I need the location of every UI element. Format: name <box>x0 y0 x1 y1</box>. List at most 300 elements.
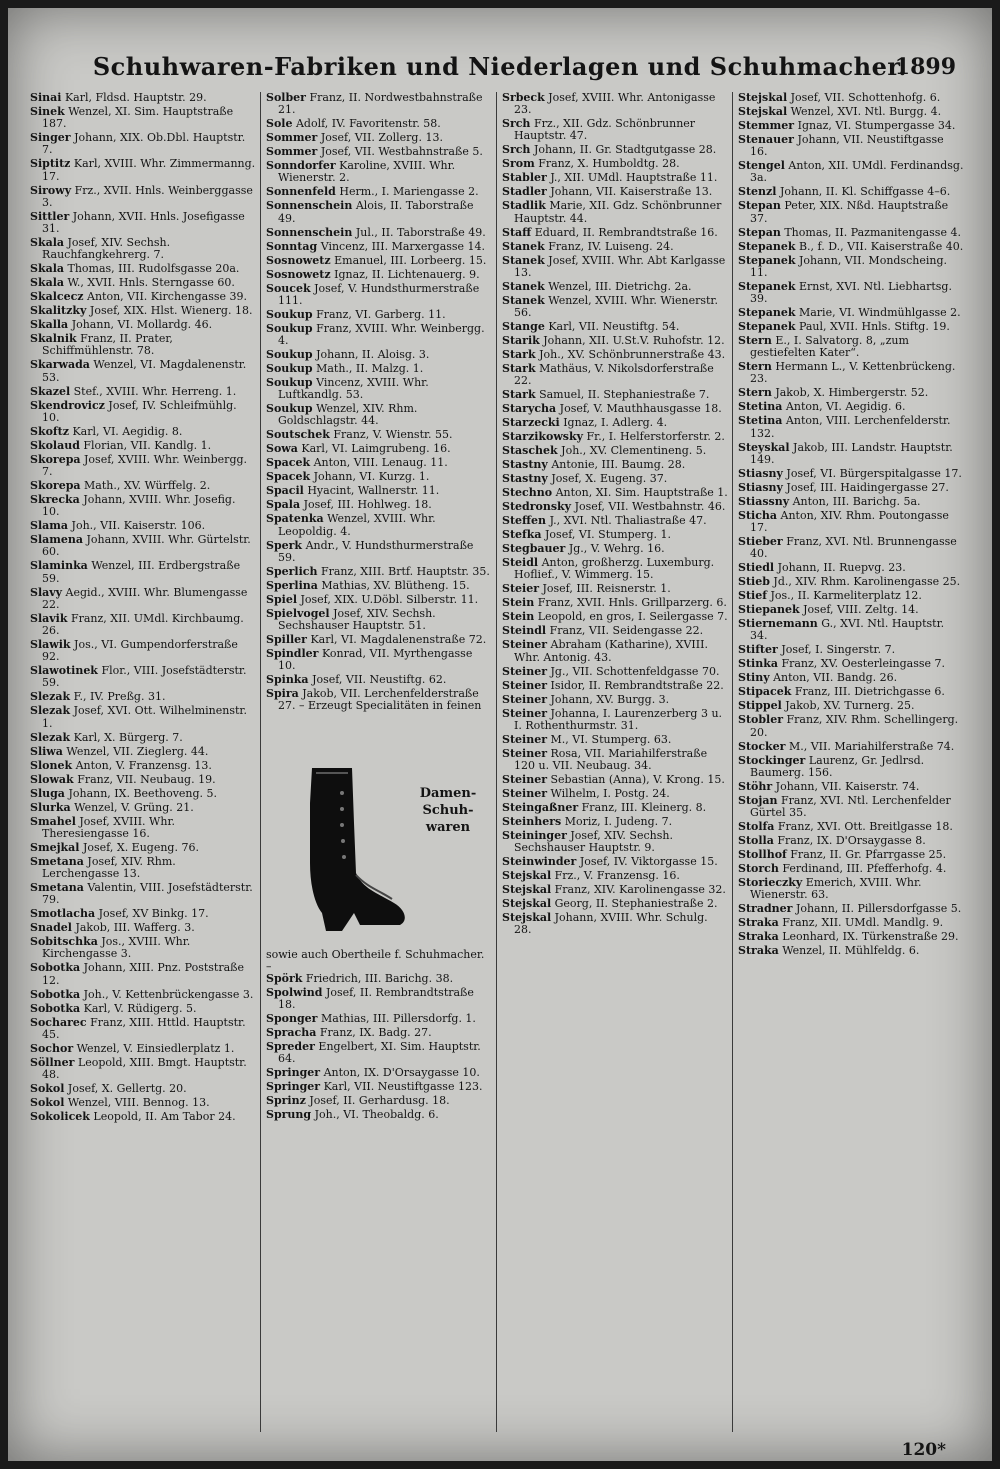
directory-entry <box>266 227 492 239</box>
entry-details: Fr., I. Helferstorferstr. 2. <box>586 430 725 444</box>
entry-details: Peter, XIX. Nßd. Hauptstraße 37. <box>750 199 949 225</box>
entry-surname: Sinek <box>30 105 65 118</box>
entry-surname: Slawotinek <box>30 664 98 678</box>
entry-details: Frz., XII. Gdz. Schönbrunner Hauptstr. 47. <box>514 117 696 143</box>
entry-surname: Slezak <box>30 704 71 718</box>
directory-entry <box>502 417 728 429</box>
directory-entry <box>30 842 256 854</box>
directory-entry <box>738 160 964 184</box>
advert-caption: sowie auch Obertheile f. Schuhmacher. – <box>266 947 485 973</box>
entry-details: Franz, XII. UMdl. Kirchbaumg. 26. <box>42 611 244 638</box>
directory-entry <box>502 816 728 828</box>
entry-details: Jul., II. Taborstraße 49. <box>355 225 486 239</box>
entry-surname: Steiner <box>502 787 547 801</box>
entry-surname: Sittler <box>30 209 70 223</box>
entry-surname: Stemmer <box>738 119 795 132</box>
entry-surname: Slamena <box>30 533 84 547</box>
entry-surname: Stepanek <box>738 320 796 334</box>
directory-entry <box>502 543 728 555</box>
entry-surname: Steyskal <box>738 440 790 454</box>
entry-details: Franz, IV. Luiseng. 24. <box>548 239 674 253</box>
entry-surname: Stiassny <box>738 494 790 508</box>
entry-surname: Stabler <box>502 171 547 185</box>
entry-surname: Spindler <box>266 647 319 661</box>
directory-entry <box>502 639 728 663</box>
entry-surname: Steidl <box>502 556 539 570</box>
entry-details: Wenzel, VII. Zieglerg. 44. <box>66 744 209 758</box>
entry-surname: Stanek <box>502 239 545 253</box>
entry-details: Joh., XV. Schönbrunnerstraße 43. <box>539 348 726 362</box>
entry-details: Anton, XIV. Rhm. Poutongasse 17. <box>750 508 949 535</box>
entry-surname: Smejkal <box>30 840 80 854</box>
entry-surname: Slezak <box>30 690 71 704</box>
entry-details: Herm., I. Mariengasse 2. <box>339 185 479 199</box>
entry-surname: Soukup <box>266 362 313 376</box>
directory-entry <box>502 856 728 868</box>
entry-surname: Slawik <box>30 638 71 652</box>
entry-details: Josef, VII. Neustiftg. 62. <box>312 673 447 687</box>
entry-surname: Steiner <box>502 664 547 678</box>
entry-surname: Skala <box>30 262 64 276</box>
directory-entry <box>738 590 964 602</box>
entry-surname: Skalla <box>30 318 69 332</box>
entry-details: Jos., II. Karmeliterplatz 12. <box>770 589 922 603</box>
entry-details: Josef, X. Eugeng. 37. <box>551 472 668 486</box>
entry-surname: Skorepa <box>30 479 81 493</box>
entry-surname: Stark <box>502 388 536 402</box>
entry-details: Franz, VII. Neubaug. 19. <box>77 772 216 786</box>
directory-entry <box>502 708 728 732</box>
entry-surname: Stiny <box>738 671 770 685</box>
directory-entry <box>30 426 256 438</box>
directory-entry <box>30 856 256 880</box>
directory-entry <box>30 816 256 840</box>
directory-entry <box>30 185 256 209</box>
directory-entry <box>30 882 256 906</box>
boot-illustration-icon <box>282 763 412 943</box>
entry-details: Josef, VIII. Zeltg. 14. <box>803 603 919 617</box>
entry-surname: Stolfa <box>738 820 775 834</box>
entry-surname: Straka <box>738 930 779 944</box>
directory-entry <box>266 146 492 158</box>
directory-entry <box>738 536 964 560</box>
directory-entry <box>502 870 728 882</box>
directory-entry <box>502 172 728 184</box>
entry-surname: Spala <box>266 498 301 512</box>
directory-entry <box>30 211 256 235</box>
entry-surname: Sokolicek <box>30 1110 90 1124</box>
entry-surname: Skarwada <box>30 358 90 372</box>
directory-entry <box>738 658 964 670</box>
entry-details: Adolf, IV. Favoritenstr. 58. <box>295 117 441 131</box>
entry-details: Franz, XVIII. Whr. Weinbergg. 4. <box>278 321 485 348</box>
entry-details: Franz, XIII. Brtf. Hauptstr. 35. <box>320 564 490 578</box>
entry-details: Frz., V. Franzensg. 16. <box>554 869 680 883</box>
column-divider <box>732 92 733 1432</box>
entry-surname: Socharec <box>30 1015 87 1029</box>
directory-entry <box>738 686 964 698</box>
entry-details: Johann, VII. Kaiserstr. 74. <box>775 779 920 793</box>
entry-details: Wenzel, XI. Sim. Hauptstraße 187. <box>42 105 234 131</box>
directory-entry <box>502 389 728 401</box>
entry-details: Sebastian (Anna), V. Krong. 15. <box>550 773 725 787</box>
entry-surname: Skalitzky <box>30 304 87 318</box>
entry-surname: Smetana <box>30 881 84 895</box>
entry-details: Wenzel, II. Mühlfeldg. 6. <box>782 944 920 958</box>
entry-details: Paul, XVII. Hnls. Stiftg. 19. <box>798 320 950 334</box>
entry-surname: Stegbauer <box>502 542 566 556</box>
entry-details: Emerich, XVIII. Whr. Wienerstr. 63. <box>750 876 922 902</box>
directory-entry <box>738 604 964 616</box>
entry-details: Samuel, II. Stephaniestraße 7. <box>539 388 710 402</box>
entry-details: J., XII. UMdl. Hauptstraße 11. <box>550 171 718 185</box>
entry-surname: Stipacek <box>738 685 792 699</box>
entry-surname: Stepan <box>738 199 781 213</box>
entry-details: Ignaz, VI. Stumpergasse 34. <box>797 119 956 132</box>
directory-entry <box>738 92 964 104</box>
entry-details: Josef, XVIII. Whr. Weinbergg. 7. <box>42 452 248 479</box>
directory-entry <box>266 1041 492 1065</box>
directory-entry <box>738 321 964 333</box>
entry-surname: Stöhr <box>738 779 773 793</box>
entry-details: Anton, VIII. Lenaug. 11. <box>313 456 448 470</box>
entry-surname: Spielvogel <box>266 606 330 620</box>
entry-details: Jos., XVIII. Whr. Kirchengasse 3. <box>42 935 191 961</box>
entry-surname: Steiner <box>502 638 547 652</box>
directory-entry <box>738 835 964 847</box>
directory-entry <box>30 386 256 398</box>
entry-surname: Slaminka <box>30 559 88 573</box>
entry-surname: Steindl <box>502 624 547 638</box>
entry-surname: Skalnik <box>30 332 77 346</box>
entry-details: Leopold, II. Am Tabor 24. <box>93 1110 236 1124</box>
entry-surname: Stedronsky <box>502 500 572 514</box>
entry-surname: Skala <box>30 276 64 290</box>
directory-entry <box>502 349 728 361</box>
entry-surname: Stepanek <box>738 239 796 253</box>
directory-entry <box>266 634 492 646</box>
entry-surname: Sonnenfeld <box>266 185 336 199</box>
entry-details: Josef, III. Hohlweg. 18. <box>303 498 432 512</box>
directory-entry <box>30 936 256 960</box>
directory-entry <box>266 594 492 606</box>
directory-entry <box>502 227 728 239</box>
entry-surname: Slama <box>30 519 69 533</box>
directory-entry <box>30 760 256 772</box>
entry-details: Franz, II. Prater, Schiffmühlenstr. 78. <box>42 332 173 358</box>
entry-details: Wenzel, VIII. Bennog. 13. <box>67 1096 210 1110</box>
entry-details: E., I. Salvatorg. 8, „zum gestiefelten Kater“. <box>750 334 909 360</box>
entry-surname: Spiller <box>266 633 307 647</box>
entry-surname: Steiner <box>502 773 547 787</box>
entry-surname: Starik <box>502 334 540 348</box>
entry-details: Wenzel, III. Dietrichg. 2a. <box>548 279 692 293</box>
entry-details: Math., II. Malzg. 1. <box>316 362 424 376</box>
directory-entry <box>266 323 492 347</box>
directory-entry <box>30 989 256 1001</box>
entry-details: Josef, V. Mauthhausgasse 18. <box>559 402 722 416</box>
directory-entry <box>266 608 492 632</box>
entry-details: M., VI. Stumperg. 63. <box>550 732 672 746</box>
entry-details: Anton, V. Franzensg. 13. <box>75 758 212 772</box>
directory-entry <box>738 401 964 413</box>
entry-details: Vincenz, III. Marxergasse 14. <box>320 239 486 253</box>
directory-entry <box>738 255 964 279</box>
entry-surname: Stein <box>502 596 535 610</box>
entry-surname: Sperk <box>266 538 303 552</box>
column-divider <box>260 92 261 1432</box>
entry-details: Josef, XIX. U.Döbl. Silberstr. 11. <box>300 592 479 606</box>
entry-details: Math., XV. Würffelg. 2. <box>84 479 211 493</box>
entry-details: Karl, VII. Neustiftg. 54. <box>548 320 680 334</box>
directory-entry <box>266 485 492 497</box>
entry-surname: Spacek <box>266 470 311 484</box>
entry-surname: Stejskal <box>502 897 552 911</box>
entry-details: Anton, XI. Sim. Hauptstraße 1. <box>555 486 728 500</box>
entry-details: Johann, XII. U.St.V. Ruhofstr. 12. <box>543 334 725 348</box>
entry-surname: Stetina <box>738 414 783 428</box>
entry-details: Franz, XVII. Hnls. Grillparzerg. 6. <box>537 596 727 610</box>
directory-column-4 <box>738 92 964 1432</box>
entry-details: Johann, VII. Kaiserstraße 13. <box>550 185 713 199</box>
directory-entry <box>266 92 492 116</box>
entry-details: Johann, VII. Mondscheing. 11. <box>750 253 947 279</box>
directory-entry <box>738 741 964 753</box>
directory-entry <box>502 363 728 387</box>
entry-details: Josef, XIV. Sechsh. Sechshauser Hauptstr. 51. <box>278 606 436 633</box>
page-number: 120* <box>901 1440 946 1460</box>
entry-details: Alois, II. Taborstraße 49. <box>278 199 474 225</box>
entry-details: Josef, IV. Schleifmühlg. 10. <box>42 398 237 424</box>
entry-details: Thomas, II. Pazmanitengasse 4. <box>784 225 961 239</box>
directory-entry <box>266 987 492 1011</box>
entry-details: Josef, II. Rembrandtstraße 18. <box>278 986 474 1012</box>
directory-entry <box>738 903 964 915</box>
directory-entry <box>266 566 492 578</box>
entry-surname: Steinwinder <box>502 855 577 869</box>
entry-details: Frz., XVII. Hnls. Weinberggasse 3. <box>42 183 253 209</box>
entry-surname: Stenauer <box>738 133 794 146</box>
directory-entry <box>266 471 492 483</box>
entry-surname: Sperlich <box>266 564 318 578</box>
directory-entry <box>30 788 256 800</box>
directory-entry <box>30 291 256 303</box>
directory-entry <box>738 482 964 494</box>
entry-surname: Stanek <box>502 253 545 267</box>
entry-surname: Stefka <box>502 528 542 542</box>
directory-entry <box>30 359 256 383</box>
entry-surname: Soukup <box>266 376 313 390</box>
directory-entry <box>502 802 728 814</box>
directory-entry <box>266 443 492 455</box>
entry-details: Karl, VI. Aegidig. 8. <box>72 424 183 438</box>
entry-details: Franz, VI. Garberg. 11. <box>316 307 446 321</box>
entry-surname: Stern <box>738 386 772 400</box>
entry-details: Konrad, VII. Myrthengasse 10. <box>278 647 473 673</box>
entry-details: Josef, III. Haidingergasse 27. <box>786 480 949 494</box>
entry-surname: Stocker <box>738 739 786 753</box>
entry-surname: Sobotka <box>30 987 81 1001</box>
entry-details: Franz, XIV. Rhm. Schellingerg. 20. <box>750 713 959 739</box>
directory-entry <box>266 349 492 361</box>
entry-details: Josef, VII. Schottenhofg. 6. <box>790 92 941 104</box>
directory-entry <box>266 132 492 144</box>
entry-details: Johann, II. Kl. Schiffgasse 4–6. <box>779 185 951 199</box>
entry-surname: Steffen <box>502 514 547 528</box>
entry-surname: Sosnowetz <box>266 253 331 267</box>
entry-surname: Skalcecz <box>30 290 84 304</box>
entry-surname: Sobotka <box>30 961 81 975</box>
directory-entry <box>738 700 964 712</box>
entry-details: Johann, XVIII. Whr. Gürtelstr. 60. <box>42 533 251 559</box>
entry-details: Stef., XVIII. Whr. Herreng. 1. <box>73 384 237 398</box>
entry-surname: Stiasny <box>738 466 783 480</box>
directory-entry <box>30 237 256 261</box>
directory-entry <box>30 106 256 130</box>
directory-entry <box>502 666 728 678</box>
directory-entry <box>502 144 728 156</box>
entry-surname: Sobotka <box>30 1001 81 1015</box>
directory-entry <box>266 363 492 375</box>
entry-details: Jg., V. Wehrg. 16. <box>568 542 665 556</box>
entry-surname: Steingaßner <box>502 801 579 815</box>
directory-entry <box>738 644 964 656</box>
directory-entry <box>30 158 256 182</box>
directory-entry <box>738 795 964 819</box>
directory-entry <box>30 587 256 611</box>
entry-surname: Stastny <box>502 472 548 486</box>
entry-surname: Srom <box>502 157 535 171</box>
directory-entry <box>266 186 492 198</box>
entry-surname: Stolla <box>738 834 774 848</box>
entry-surname: Soukup <box>266 321 313 335</box>
entry-surname: Stern <box>738 334 772 348</box>
directory-entry <box>266 674 492 686</box>
entry-details: Thomas, III. Rudolfsgasse 20a. <box>67 262 240 276</box>
entry-details: Georg, II. Stephaniestraße 2. <box>554 897 718 911</box>
entry-surname: Stejskal <box>502 869 552 883</box>
entry-details: Josef, XV Binkg. 17. <box>98 907 209 921</box>
entry-surname: Solber <box>266 92 306 104</box>
directory-entry <box>502 200 728 224</box>
entry-surname: Stanek <box>502 293 545 307</box>
entry-details: Johanna, I. Laurenzerberg 3 u. I. Rothenthurmstr. 31. <box>514 706 723 732</box>
entry-details: Franz, II. Gr. Pfarrgasse 25. <box>790 848 947 862</box>
entry-surname: Srch <box>502 143 531 157</box>
directory-column-1 <box>30 92 256 1432</box>
entry-surname: Steier <box>502 582 539 596</box>
entry-surname: Slurka <box>30 800 71 814</box>
directory-entry <box>738 576 964 588</box>
entry-details: Franz, IX. D'Orsaygasse 8. <box>777 834 926 848</box>
entry-details: Leonhard, IX. Türkenstraße 29. <box>782 930 959 944</box>
entry-surname: Stange <box>502 320 545 334</box>
entry-surname: Slavik <box>30 611 68 625</box>
directory-entry <box>502 255 728 279</box>
entry-details: W., XVII. Hnls. Sterngasse 60. <box>67 276 235 290</box>
entry-surname: Slonek <box>30 758 73 772</box>
directory-entry <box>30 1043 256 1055</box>
directory-entry <box>502 830 728 854</box>
entry-details: Wilhelm, I. Postg. 24. <box>550 787 670 801</box>
directory-entry <box>266 283 492 307</box>
entry-details: Florian, VII. Kandlg. 1. <box>83 438 212 452</box>
entry-details: Karl, V. Rüdigerg. 5. <box>83 1001 197 1015</box>
directory-entry <box>266 1013 492 1025</box>
entry-details: Franz, XVI. Ntl. Brunnengasse 40. <box>750 535 957 561</box>
entry-details: Josef, I. Singerstr. 7. <box>781 643 896 657</box>
directory-entry <box>738 134 964 158</box>
entry-surname: Stastny <box>502 458 548 472</box>
directory-entry <box>738 241 964 253</box>
entry-details: Hermann L., V. Kettenbrückeng. 23. <box>750 360 956 386</box>
entry-surname: Sonnenschein <box>266 225 353 239</box>
directory-entry <box>738 562 964 574</box>
directory-entry <box>738 863 964 875</box>
entry-surname: Stiasny <box>738 480 783 494</box>
entry-surname: Stockinger <box>738 753 806 767</box>
entry-details: Josef, VII. Westbahnstraße 5. <box>320 145 483 159</box>
directory-entry <box>266 241 492 253</box>
entry-details: Leopold, XIII. Bmgt. Hauptstr. 48. <box>42 1055 247 1082</box>
directory-entry <box>502 487 728 499</box>
directory-entry <box>30 1111 256 1123</box>
entry-details: Franz, XIV. Karolinengasse 32. <box>554 883 726 897</box>
directory-entry <box>266 580 492 592</box>
entry-details: B., f. D., VII. Kaiserstraße 40. <box>798 239 964 253</box>
directory-entry <box>30 454 256 478</box>
entry-details: Anton, VII. Bandg. 26. <box>773 671 898 685</box>
entry-details: Jg., VII. Schottenfeldgasse 70. <box>550 664 720 678</box>
advert-label: Damen- Schuh- waren <box>419 785 477 835</box>
entry-surname: Stiernemann <box>738 617 818 631</box>
directory-entry <box>738 672 964 684</box>
entry-details: Josef, VI. Stumperg. 1. <box>545 528 671 542</box>
entry-surname: Stein <box>502 610 535 624</box>
directory-entry <box>738 442 964 466</box>
directory-entry <box>738 106 964 118</box>
directory-entry <box>502 459 728 471</box>
columns <box>30 92 968 1432</box>
entry-details: Wenzel, XVIII. Whr. Wienerstr. 56. <box>514 293 718 320</box>
directory-entry <box>30 277 256 289</box>
entry-details: Vincenz, XVIII. Whr. Luftkandlg. 53. <box>278 376 429 402</box>
entry-details: Johann, XIII. Pnz. Poststraße 12. <box>42 961 244 987</box>
directory-entry <box>502 241 728 253</box>
entry-surname: Stiedl <box>738 561 775 575</box>
entry-details: Jakob, X. Himbergerstr. 52. <box>775 386 929 400</box>
entry-surname: Srch <box>502 117 531 131</box>
directory-entry <box>30 480 256 492</box>
entry-details: Josef, XIV. Rhm. Lerchengasse 13. <box>42 854 176 881</box>
directory-entry <box>266 403 492 427</box>
directory-entry <box>30 132 256 156</box>
entry-details: Anton, VII. Kirchengasse 39. <box>87 290 248 304</box>
entry-surname: Sirowy <box>30 183 72 197</box>
entry-details: Josef, III. Reisnerstr. 1. <box>542 582 671 596</box>
entry-surname: Slowak <box>30 772 74 786</box>
entry-details: Jakob, VII. Lerchenfelderstraße 27. – Erzeugt Specialitäten in feinen <box>278 687 482 713</box>
entry-details: Flor., VIII. Josefstädterstr. 59. <box>42 664 247 690</box>
entry-surname: Starzecki <box>502 416 560 430</box>
directory-entry <box>738 510 964 534</box>
entry-details: Franz, XIII. Httld. Hauptstr. 45. <box>42 1015 246 1041</box>
entry-surname: Spacek <box>266 456 311 470</box>
directory-entry <box>502 335 728 347</box>
directory-entry <box>266 688 492 712</box>
entry-details: Karl, VII. Neustiftgasse 123. <box>323 1080 483 1094</box>
entry-surname: Smahel <box>30 814 76 828</box>
